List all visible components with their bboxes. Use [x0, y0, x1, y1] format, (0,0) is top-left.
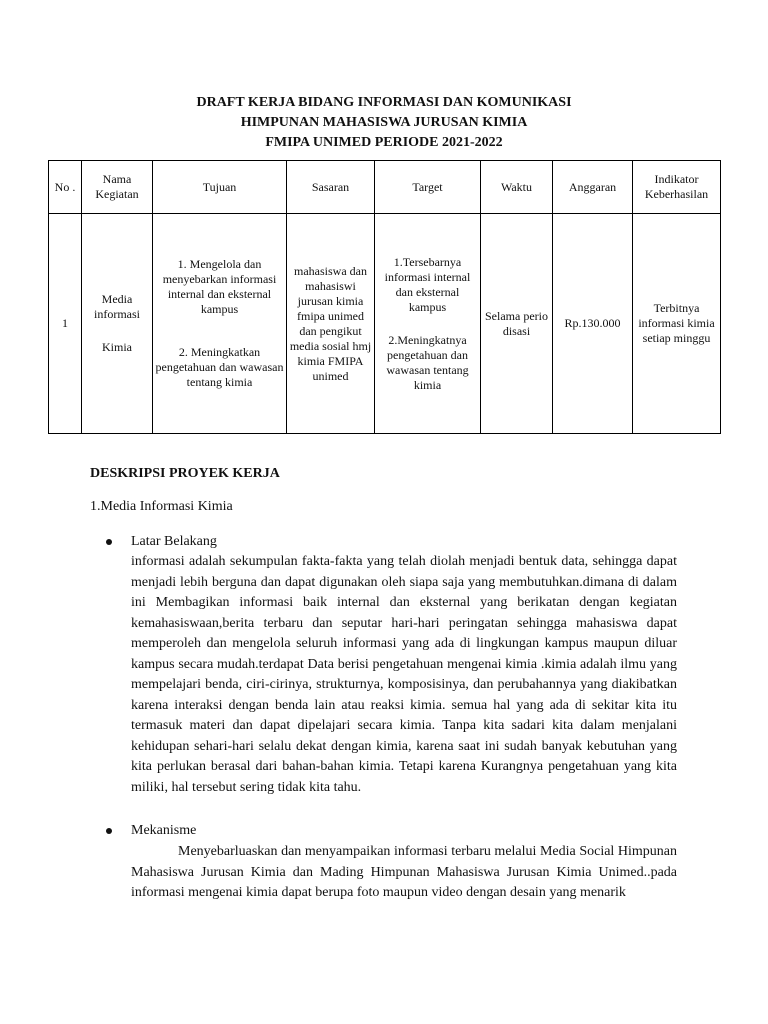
cell-sasaran: mahasiswa dan mahasiswi jurusan kimia fmipa unimed dan pengikut media sosial hmj kimia FMIPA unimed: [287, 214, 375, 434]
doc-title-line-3: FMIPA UNIMED PERIODE 2021-2022: [265, 135, 503, 150]
doc-title-line-1: DRAFT KERJA BIDANG INFORMASI DAN KOMUNIKASI: [196, 95, 572, 110]
header-target: Target: [375, 161, 481, 214]
bullet-label: Mekanisme: [131, 823, 197, 838]
header-sasaran: Sasaran: [287, 161, 375, 214]
header-waktu: Waktu: [481, 161, 553, 214]
cell-tujuan: [153, 214, 287, 434]
target-item-2: 2.Meningkatnya pengetahuan dan wawasan tentang kimia: [386, 332, 469, 392]
cell-no: 1: [49, 214, 82, 434]
work-plan-table: [48, 160, 721, 434]
section-subheading: 1.Media Informasi Kimia: [90, 499, 233, 514]
header-tujuan: Tujuan: [153, 161, 287, 214]
table-header-row: [49, 161, 721, 214]
nama-line-1: Media informasi: [94, 292, 140, 321]
cell-anggaran: Rp.130.000: [553, 214, 633, 434]
doc-title-line-2: HIMPUNAN MAHASISWA JURUSAN KIMIA: [240, 115, 528, 130]
cell-nama-kegiatan: [82, 214, 153, 434]
paragraph-latar-belakang: informasi adalah sekumpulan fakta-fakta yang telah diolah menjadi bentuk data, sehingga dapat menjadi lebih berguna dan dapat digunakan oleh siapa saja yang membutuhkan.dimana di dalam ini Membagikan informasi baik internal dan eksternal yang berikatan dengan kegiatan kemahasiswaan,berita terbaru dan seputar hari-hari peringatan sehingga mahasiswa dapat memperoleh dan mengelola seluruh informasi yang ada di lingkungan kampus maupun diluar kampus secara mudah.terdapat Data berisi pengetahuan mengenai kimia .kimia adalah ilmu yang mempelajari benda, ciri-cirinya, strukturnya, komposisinya, dan perubahannya yang diakibatkan karena interaksi dengan benda lain atau reaksi kimia. semua hal yang ada di sekitar kita itu termasuk materi dan dapat dipelajari secara kimia. Tanpa kita sadari kita dalam menjalani kehidupan sehari-hari selalu dekat dengan kimia, karena saat ini sudah banyak kebutuhan yang kita perlukan berasal dari bahan-bahan kimia. Tetapi karena Kurangnya pengetahuan yang kita miliki, hal tersebut sering tidak kita tahu.: [131, 554, 677, 795]
bullet-dot-icon: [106, 828, 112, 834]
target-item-1: 1.Tersebarnya informasi internal dan eksternal kampus: [384, 254, 471, 314]
header-nama-kegiatan: Nama Kegiatan: [82, 161, 153, 214]
bullet-dot-icon: [106, 539, 112, 545]
cell-target: [375, 214, 481, 434]
cell-indikator: Terbitnya informasi kimia setiap minggu: [633, 214, 721, 434]
header-no: No .: [49, 161, 82, 214]
header-anggaran: Anggaran: [553, 161, 633, 214]
tujuan-item-2: 2. Meningkatkan pengetahuan dan wawasan tentang kimia: [155, 345, 284, 389]
paragraph-mekanisme: Menyebarluaskan dan menyampaikan informasi terbaru melalui Media Social Himpunan Mahasiswa Jurusan Kimia dan Mading Himpunan Mahasiswa Jurusan Kimia Unimed..pada informasi mengenai kimia dapat berupa foto maupun video dengan desain yang menarik: [131, 844, 677, 900]
tujuan-item-1: 1. Mengelola dan menyebarkan informasi internal dan eksternal kampus: [162, 257, 277, 316]
header-indikator: Indikator Keberhasilan: [633, 161, 721, 214]
nama-line-2: Kimia: [102, 340, 132, 354]
section-heading: DESKRIPSI PROYEK KERJA: [90, 466, 280, 481]
bullet-label: Latar Belakang: [131, 534, 217, 549]
cell-waktu: Selama periodisasi: [481, 214, 553, 434]
table-row: [49, 214, 721, 434]
